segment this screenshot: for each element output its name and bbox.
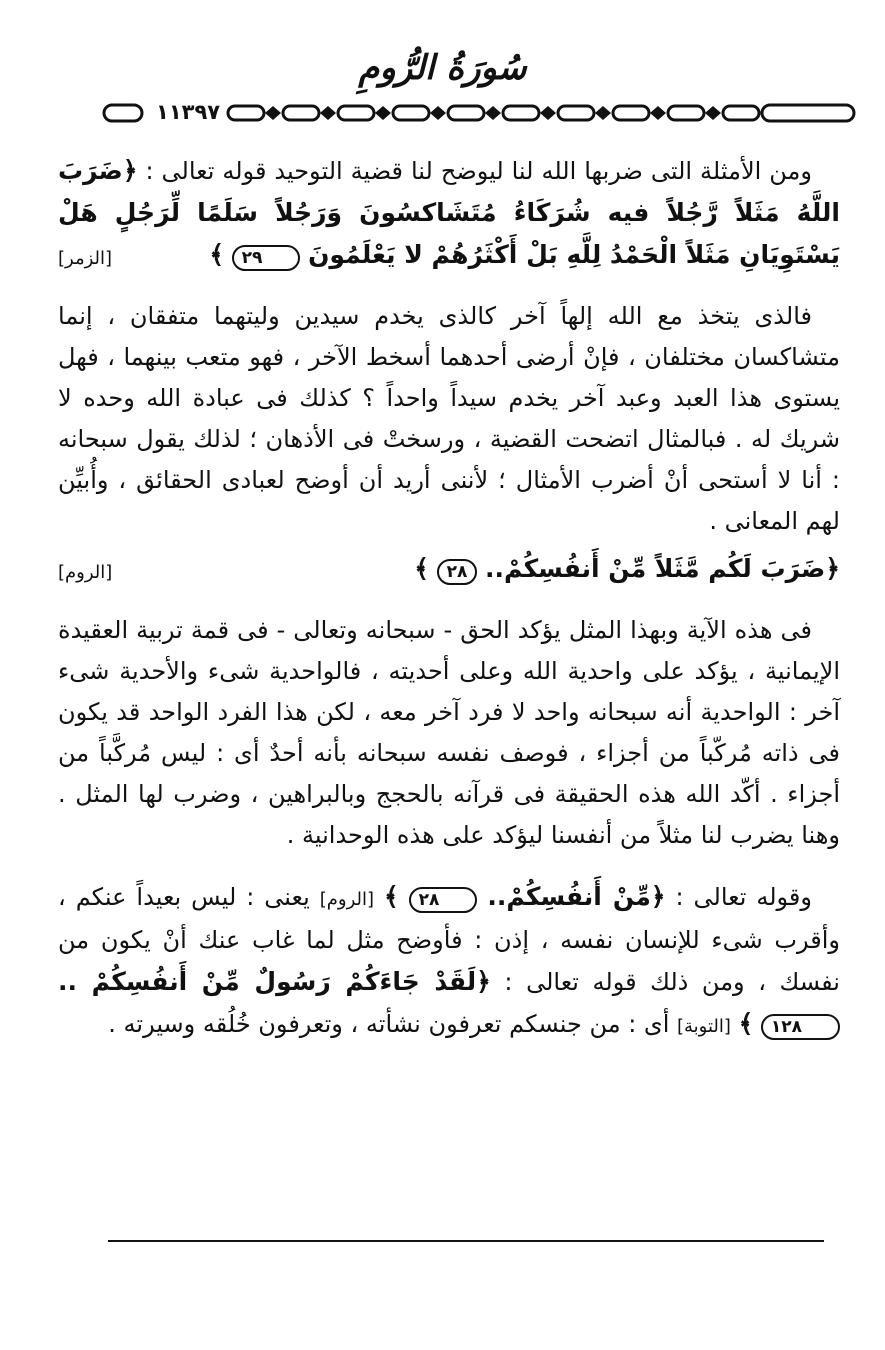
paragraph-2: فالذى يتخذ مع الله إلهاً آخر كالذى يخدم سيدين وليتهما متفقان ، إنما متشاكسان مختلفان ، فإنْ أرضى أحدهما أسخط الآخر ، فهو متعب بينهما ، فهل يستوى هذا العبد وعبد آخر يخدم سيداً واحداً ؟ كذلك فى عبادة الله وحده لا شريك له . فبالمثال اتضحت القضية ، ورسختْ فى الأذهان ؛ لذلك يقول سبحانه : أنا لا أستحى أنْ أضرب الأمثال ؛ لأننى أريد أن أوضح لعبادى الحقائق ، وأُبيِّن لهم المعانى . xyxy=(58,302,840,535)
verse-close-bracket: ﴾ xyxy=(738,1009,754,1038)
quran-verse-zumar: ﴿ضَرَبَ اللَّهُ مَثَلاً رَّجُلاً فيه شُرَكَاءُ مُتَشَاكسُونَ وَرَجُلاً سَلَمًا لِّرَجُلٍ هَلْ يَسْتَوِيَانِ مَثَلاً الْحَمْدُ لِلَّهِ بَلْ أَكْثَرُهُمْ لا يَعْلَمُونَ xyxy=(58,156,840,269)
ayah-number: ٢٩ xyxy=(232,245,301,271)
paragraph-4-end: أى : من جنسكم تعرفون نشأته ، وتعرفون خُلُقه وسيرته . xyxy=(108,1010,670,1038)
ayah-number: ٢٨ xyxy=(437,559,478,585)
paragraph-1 xyxy=(58,150,840,276)
quran-verse-tawba: ﴿لَقَدْ جَاءَكُمْ رَسُولٌ مِّنْ أَنفُسِكُمْ .. xyxy=(58,967,491,996)
verse-close-bracket: ﴾ xyxy=(414,554,429,583)
ayah-number: ٢٨ xyxy=(409,887,478,913)
sura-reference: [التوبة] xyxy=(677,1016,731,1037)
paragraph-4 xyxy=(58,876,840,1047)
ayah-number: ١٢٨ xyxy=(761,1014,840,1040)
quran-verse-rum: ﴿ضَرَبَ لَكُم مَّثَلاً مِّنْ أَنفُسِكُمْ.. xyxy=(485,554,840,583)
paragraph-4-start: وقوله تعالى : xyxy=(675,883,812,911)
footer-rule xyxy=(108,1240,824,1242)
paragraph-1-line-1: ومن الأمثلة التى ضربها الله لنا ليوضح لنا قضية التوحيد قوله xyxy=(222,157,812,185)
quran-verse-rum-fragment: ﴿مِّنْ أَنفُسِكُمْ.. xyxy=(487,882,666,911)
paragraph-1-intro: تعالى : xyxy=(145,157,215,185)
paragraph-4-middle: يعنى : ليس بعيداً عنكم ، وأقرب شىء للإنسان نفسه ، إذن : فأوضح مثل لما غاب عنك أنْ يكون من نفسك ، ومن ذلك قوله تعالى : xyxy=(58,883,840,996)
body-text xyxy=(58,150,840,1053)
page-number: ١١٣٩٧ xyxy=(150,99,226,125)
verse-line-rum xyxy=(58,548,840,590)
sura-title: سُورَةُ الرُّومِ xyxy=(358,48,527,88)
sura-reference: [الروم] xyxy=(58,562,113,583)
sura-reference: [الروم] xyxy=(319,889,375,910)
paragraph-3: فى هذه الآية وبهذا المثل يؤكد الحق - سبحانه وتعالى - فى قمة تربية العقيدة الإيمانية ، يؤكد على واحدية الله وعلى أحديته ، فالواحدية شىء والأحدية شىء آخر : الواحدية أنه سبحانه واحد لا فرد آخر معه ، لكن هذا الفرد الواحد قد يكون فى ذاته مُركّباً من أجزاء ، فوصف نفسه سبحانه بأنه أحدٌ أى : ليس مُركَّباً من أجزاء . أكّد الله هذه الحقيقة فى قرآنه بالحجج وبالبراهين ، وضرب لها المثل . وهنا يضرب لنا مثلاً من أنفسنا ليؤكد على هذه الوحدانية . xyxy=(58,616,840,849)
verse-close-bracket: ﴾ xyxy=(209,240,225,269)
verse-close-bracket: ﴾ xyxy=(384,882,399,911)
sura-reference: [الزمر] xyxy=(58,248,113,269)
